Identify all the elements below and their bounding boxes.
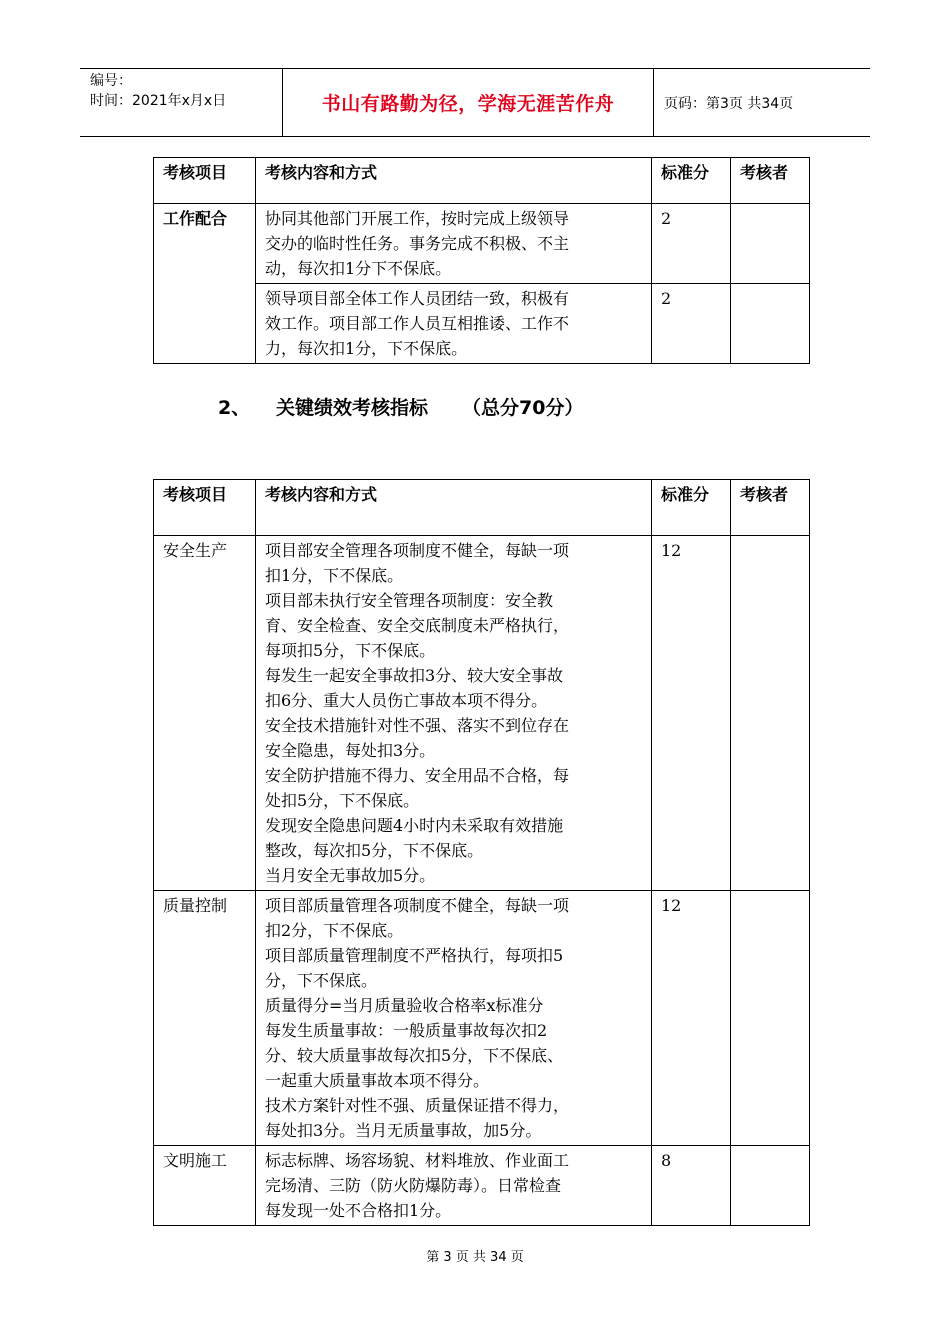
header-cell-score: 标准分 [652,480,731,536]
assessor-cell [731,204,810,284]
header-cell-item: 考核项目 [154,480,256,536]
content-line: 分、较大质量事故每次扣5分，下不保底、 [265,1046,564,1065]
content-line: 完场清、三防（防火防爆防毒）。日常检查 [265,1176,562,1195]
content-cell [256,536,652,891]
content-line: 安全防护措施不得力、安全用品不合格，每 [265,766,570,785]
table-row [154,1146,810,1226]
content-line: 每项扣5分，下不保底。 [265,641,436,660]
content-line: 每发现一处不合格扣1分。 [265,1201,452,1220]
content-line: 标志标牌、场容场貌、材料堆放、作业面工 [265,1151,570,1170]
header-page-info: 页码：第3页 共34页 [664,95,794,112]
header-cell-content: 考核内容和方式 [256,158,652,204]
content-cell [256,284,652,364]
header-cell-assessor: 考核者 [731,480,810,536]
content-line: 领导项目部全体工作人员团结一致，积极有 [265,289,570,308]
table-header-row [154,158,810,204]
page-footer: 第 3 页 共 34 页 [426,1250,524,1265]
content-line: 交办的临时性任务。事务完成不积极、不主 [265,234,570,253]
header-cell-assessor: 考核者 [731,158,810,204]
content-line: 安全技术措施针对性不强、落实不到位存在 [265,716,570,735]
header-slogan-cell [282,69,654,136]
page-header [80,68,870,137]
category-cell: 安全生产 [154,536,256,891]
content-line: 整改，每次扣5分，下不保底。 [265,841,484,860]
content-line: 项目部质量管理各项制度不健全，每缺一项 [265,896,570,915]
content-line: 分，下不保底。 [265,971,378,990]
content-line: 一起重大质量事故本项不得分。 [265,1071,490,1090]
content-line: 项目部质量管理制度不严格执行，每项扣5 [265,946,564,965]
header-slogan: 书山有路勤为径，学海无涯苦作舟 [321,93,615,115]
header-cell-content: 考核内容和方式 [256,480,652,536]
header-cell-score: 标准分 [652,158,731,204]
content-line: 扣2分，下不保底。 [265,921,404,940]
table-row [154,204,810,284]
content-cell [256,204,652,284]
assessor-cell [731,536,810,891]
table-header-row [154,480,810,536]
content-cell [256,1146,652,1226]
score-cell: 8 [652,1146,731,1226]
content-cell [256,891,652,1146]
content-line: 动，每次扣1分下不保底。 [265,259,452,278]
content-line: 技术方案针对性不强、质量保证措不得力， [265,1096,570,1115]
content-line: 效工作。项目部工作人员互相推诿、工作不 [265,314,570,333]
table-row [154,536,810,891]
category-cell: 工作配合 [154,204,256,364]
content-line: 安全隐患，每处扣3分。 [265,741,436,760]
content-line: 发现安全隐患问题4小时内未采取有效措施 [265,816,564,835]
number-label: 编号： [90,73,132,89]
assessor-cell [731,1146,810,1226]
content-line: 育、安全检查、安全交底制度未严格执行， [265,616,570,635]
category-cell: 文明施工 [154,1146,256,1226]
content-line: 协同其他部门开展工作，按时完成上级领导 [265,209,570,228]
content-line: 每处扣3分。当月无质量事故，加5分。 [265,1121,542,1140]
content-line: 处扣5分，下不保底。 [265,791,420,810]
table-row [154,891,810,1146]
assessor-cell [731,284,810,364]
score-cell: 2 [652,284,731,364]
section-total: （总分70分） [462,397,584,419]
score-cell: 12 [652,891,731,1146]
content-line: 当月安全无事故加5分。 [265,866,436,885]
assessor-cell [731,891,810,1146]
header-left [80,69,282,136]
score-cell: 2 [652,204,731,284]
section-number: 2、 [218,397,251,419]
category-cell: 质量控制 [154,891,256,1146]
header-cell-item: 考核项目 [154,158,256,204]
time-label: 时间：2021年x月x日 [90,93,227,109]
content-line: 项目部未执行安全管理各项制度：安全教 [265,591,554,610]
content-line: 扣1分，下不保底。 [265,566,404,585]
section-title-text: 关键绩效考核指标 [276,397,429,419]
cooperation-table [153,157,810,364]
content-line: 扣6分、重大人员伤亡事故本项不得分。 [265,691,548,710]
kpi-table [153,479,810,1226]
content-line: 每发生质量事故：一般质量事故每次扣2 [265,1021,548,1040]
content-line: 每发生一起安全事故扣3分、较大安全事故 [265,666,564,685]
section-heading [218,393,583,420]
content-line: 力，每次扣1分，下不保底。 [265,339,468,358]
content-line: 质量得分=当月质量验收合格率x标准分 [265,996,544,1015]
score-cell: 12 [652,536,731,891]
content-line: 项目部安全管理各项制度不健全，每缺一项 [265,541,570,560]
